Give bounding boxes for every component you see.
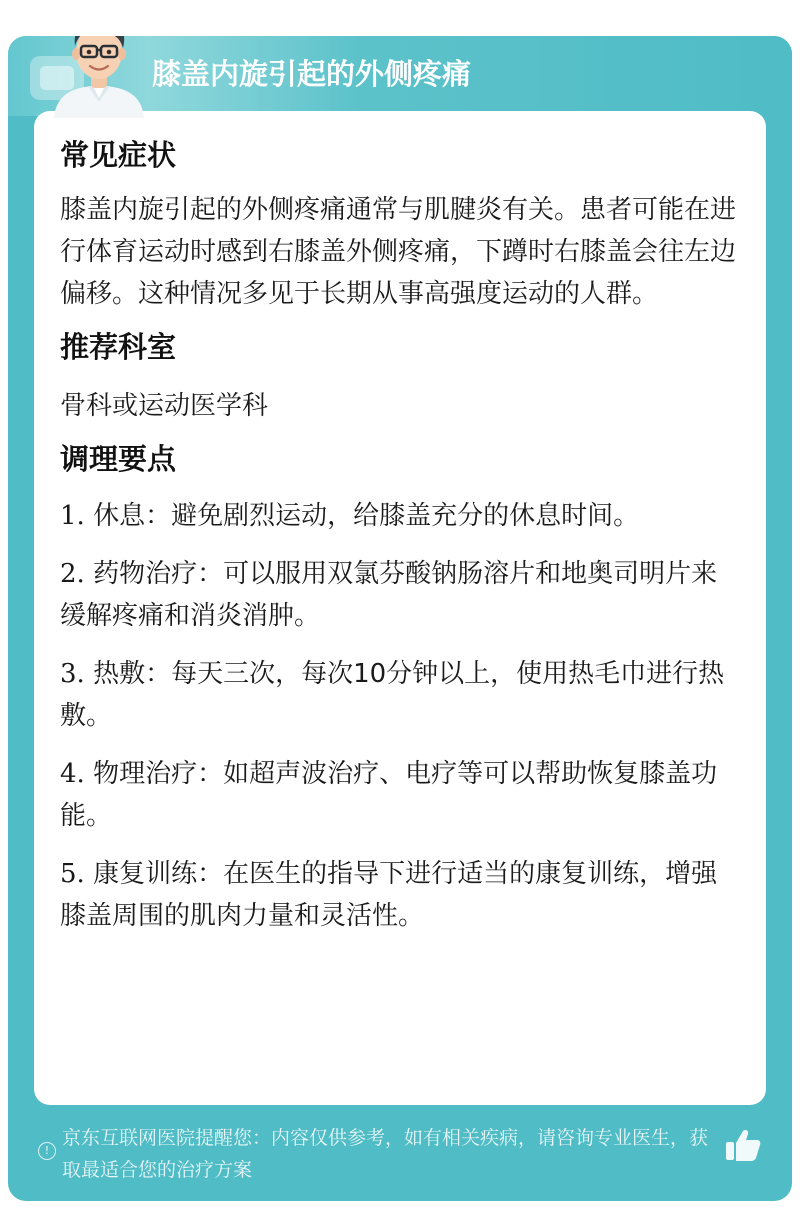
care-item-text: 休息：避免剧烈运动，给膝盖充分的休息时间。 <box>93 501 640 531</box>
care-item-text: 药物治疗：可以服用双氯芬酸钠肠溶片和地奥司明片来缓解疼痛和消炎消肿。 <box>60 559 718 631</box>
care-item <box>60 853 736 937</box>
care-item <box>60 553 736 637</box>
care-item-number: 1. <box>60 501 85 531</box>
care-title: 调理要点 <box>60 442 177 476</box>
care-item-number: 4. <box>60 759 85 789</box>
symptoms-title: 常见症状 <box>60 138 177 172</box>
care-item-number: 2. <box>60 559 85 589</box>
care-item <box>60 653 736 737</box>
info-icon: ! <box>38 1142 56 1160</box>
care-item-text: 康复训练：在医生的指导下进行适当的康复训练，增强膝盖周围的肌肉力量和灵活性。 <box>60 859 718 931</box>
care-item-text: 热敷：每天三次，每次10分钟以上，使用热毛巾进行热敷。 <box>60 659 725 731</box>
care-item-number: 5. <box>60 859 85 889</box>
department-title: 推荐科室 <box>60 330 177 364</box>
department-body: 骨科或运动医学科 <box>60 391 269 421</box>
disclaimer-text: 京东互联网医院提醒您：内容仅供参考，如有相关疾病，请咨询专业医生，获取最适合您的治疗方案 <box>62 1127 709 1181</box>
page-title: 膝盖内旋引起的外侧疼痛 <box>152 57 472 91</box>
symptoms-body: 膝盖内旋引起的外侧疼痛通常与肌腱炎有关。患者可能在进行体育运动时感到右膝盖外侧疼痛，下蹲时右膝盖会往左边偏移。这种情况多见于长期从事高强度运动的人群。 <box>60 195 737 309</box>
doctor-avatar <box>44 36 154 118</box>
care-item <box>60 495 736 537</box>
care-item-number: 3. <box>60 659 85 689</box>
content-panel <box>34 111 766 1105</box>
content-inner <box>60 135 736 953</box>
thumbs-up-icon[interactable] <box>724 1128 762 1162</box>
care-item-text: 物理治疗：如超声波治疗、电疗等可以帮助恢复膝盖功能。 <box>60 759 718 831</box>
care-item <box>60 753 736 837</box>
